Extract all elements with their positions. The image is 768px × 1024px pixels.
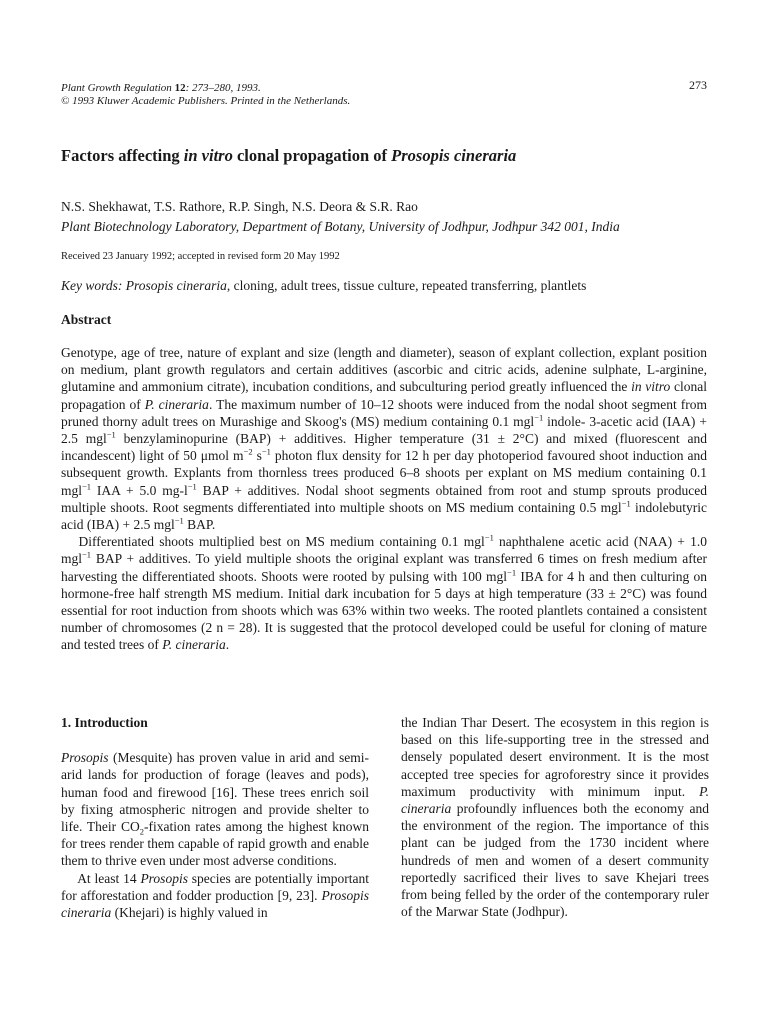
received-dates: Received 23 January 1992; accepted in revised form 20 May 1992 (61, 251, 340, 262)
intro-paragraph-1: Prosopis (Mesquite) has proven value in arid and semi-arid lands for production of forage (leaves and pods), human food and firewood [16]. These trees enrich soil by fixing atmospheric nitrogen and provide shelter to life. Their $CO_2$-fixation rates among the highest known for trees render them capable of rapid growth and enable them to thrive even under most adverse conditions. (61, 750, 369, 869)
copyright-line: © 1993 Kluwer Academic Publishers. Printed in the Netherlands. (61, 95, 351, 107)
abstract-paragraph-1: Genotype, age of tree, nature of explant and size (length and diameter), season of explant collection, explant position on medium, plant growth regulators and certain additives (ascorbic and citric acids, adenine sulphate, L-arginine, glutamine and ammonium citrate), incubation conditions, and subculturing period greatly influenced the in vitro clonal propagation of P. cineraria. The maximum number of 10–12 shoots were induced from the nodal shoot segment from pruned thorny adult trees on Murashige and Skoog's (MS) medium containing 0.1 mgl$^{-1}$ indole- 3-acetic acid (IAA) + 2.5 mgl$^{-1}$ benzylaminopurine (BAP) + additives. Higher temperature (31 ± 2°C) and mixed (fluorescent and incandescent) light of 50 μmol $m^{-2}$ $s^{-1}$ photon flux density for 12 h per day photoperiod favoured shoot induction and subsequent growth. Explants from thornless trees produced 6–8 shoots per explant on MS medium containing 0.1 mgl$^{-1}$ IAA + 5.0 $mg-l^{-1}$ BAP + additives. Nodal shoot segments obtained from root and stump sprouts produced multiple shoots. Root segments differentiated into multiple shoots on MS medium containing 0.5 mgl$^{-1}$ indolebutyric acid (IBA) + 2.5 mgl$^{-1}$ BAP. (61, 345, 708, 533)
affiliation: Plant Biotechnology Laboratory, Department of Botany, University of Jodhpur, Jodhpur 342 001, India (61, 219, 620, 234)
abstract-body (61, 344, 707, 654)
keywords-rest: , cloning, adult trees, tissue culture, repeated transferring, plantlets (226, 278, 587, 293)
title-text: Factors affecting (61, 146, 184, 165)
intro-paragraph-continued: the Indian Thar Desert. The ecosystem in this region is based on this life-supporting tree in the stressed and densely populated desert environment. It is the most accepted tree species for agroforestry since it provides maximum productivity with minimum input. P. cineraria profoundly influences both the economy and the environment of the region. The importance of this plant can be judged from the 1730 incident where hundreds of men and women of a desert community reportedly sacrificed their lives to save Khejari trees from being felled by the order of the contemporary ruler of the Marwar State (Jodhpur). (401, 715, 709, 920)
title-text-2: clonal propagation of (232, 146, 392, 165)
keywords-label: Key words (61, 278, 118, 293)
abstract-heading: Abstract (61, 312, 112, 327)
keywords-line: Key words: Prosopis cineraria, cloning, adult trees, tissue culture, repeated transferring, plantlets (61, 278, 587, 293)
title-italic-invitro: in vitro (183, 146, 233, 165)
page-number: 273 (689, 78, 707, 92)
keyword-species: Prosopis cineraria (125, 278, 227, 293)
journal-pages: : 273–280, 1993. (185, 82, 261, 94)
left-column (61, 714, 369, 921)
intro-paragraph-2: At least 14 Prosopis species are potentially important for afforestation and fodder production [9, 23]. Prosopis cineraria (Khejari) is highly valued in (61, 870, 369, 921)
author-list: N.S. Shekhawat, T.S. Rathore, R.P. Singh, N.S. Deora & S.R. Rao (61, 199, 418, 214)
journal-volume: 12 (174, 82, 186, 94)
journal-name: Plant Growth Regulation (61, 82, 172, 94)
section-heading-introduction: 1. Introduction (61, 715, 148, 730)
title-italic-species: Prosopis cineraria (391, 146, 517, 165)
right-column (401, 714, 709, 920)
abstract-paragraph-2: Differentiated shoots multiplied best on MS medium containing 0.1 mgl$^{-1}$ naphthalene acetic acid (NAA) + 1.0 mgl$^{-1}$ BAP + additives. To yield multiple shoots the original explant was transferred 6 times on fresh medium after harvesting the differentiated shoots. Shoots were rooted by pulsing with 100 mgl$^{-1}$ IBA for 4 h and then culturing on hormone-free half strength MS medium. Initial dark incubation for 5 days at high temperature (33 ± 2°C) was found essential for root induction from shoots which was 63% within two weeks. The rooted plantlets contained a consistent number of chromosomes (2 n = 28). It is suggested that the protocol developed could be useful for cloning of mature and tested trees of P. cineraria. (61, 532, 707, 653)
journal-header (61, 82, 350, 108)
paper-title (61, 146, 711, 166)
